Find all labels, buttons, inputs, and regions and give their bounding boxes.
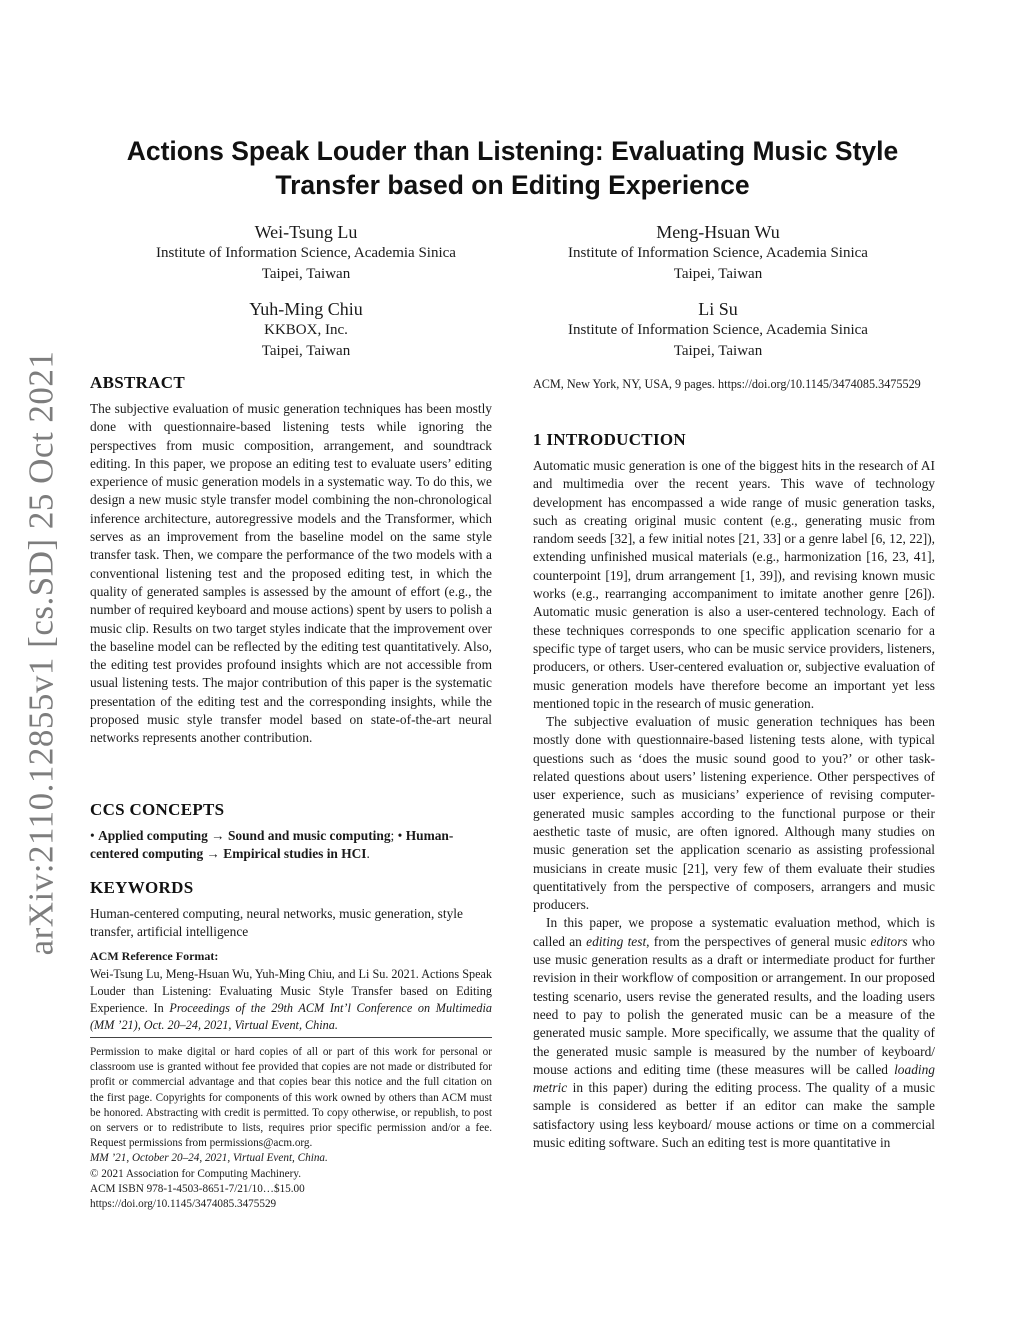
acm-reference-authors: Wei-Tsung Lu, Meng-Hsuan Wu, Yuh-Ming Chiu, and Li Su. 2021. Actions Speak Louder than Listening: Evaluating Music Style Transfer based on Editing Experience. In (90, 967, 492, 1015)
intro-text: in this paper) during the editing process. The quality of a music sample is considered as better if an editor can make the sample satisfactory using less keyboard/ mouse actions or time on a commercial music editing software. Such an editing test is more quantitative in (533, 1080, 935, 1150)
acm-reference-tail-text: ACM, New York, NY, USA, 9 pages. https://doi.org/10.1145/3474085.3475529 (533, 377, 921, 391)
introduction-section (533, 430, 935, 1152)
permission-text: Permission to make digital or hard copies of all or part of this work for personal or classroom use is granted without fee provided that copies are not made or distributed for profit or commercial advantage and that copies bear this notice and the full citation on the first page. Copyrights for components of this work owned by others than ACM must be honored. Abstracting with credit is permitted. To copy otherwise, or republish, to post on servers or to redistribute to lists, requires prior specific permission and/or a fee. Request permissions from permissions@acm.org. (90, 1046, 492, 1150)
author-block (120, 221, 492, 284)
intro-paragraph: Automatic music generation is one of the biggest hits in the research of AI and multimedia over the recent years. This wave of technology development has encompassed a wide range of music generation tasks, such as creating original music content (e.g., generating music from random seeds [32], a few initial notes [21, 33] or a genre label [6, 12, 22]), extending unfinished musical materials (e.g., harmonization [16, 23, 41], counterpoint [19], drum arrangement [1, 39]), and revising known music works (e.g., rearranging accompaniment to imitate another genre [26]). Automatic music generation is also a user-centered technology. Each of these techniques corresponds to one specific application scenario for a specific type of target users, who can be music service providers, listeners, producers, or others. User-centered evaluation or, subjective evaluation of music generation models have therefore become an important yet less mentioned topic in the research of music generation. (533, 458, 935, 711)
author-name: Meng-Hsuan Wu (656, 222, 780, 242)
ccs-concept-link[interactable]: Human-centered computing (90, 828, 454, 862)
abstract-text: The subjective evaluation of music generation techniques has been mostly done with questionnaire-based listening tests while ignoring the perspectives from music composition, arrangement, and soundtrack editing. In this paper, we propose an editing test to evaluate users’ editing experience of music generation models in a systematic way. To do this, we design a new music style transfer model combining the non-chronological inference architecture, autoregressive models and the Transformer, which serves as an improvement from the baseline model on the same style transfer task. Then, we compare the performance of the two models with a conventional listening test and the proposed editing test, in which the quality of generated samples is assessed by the amount of effort (e.g., the number of required keyboard and mouse actions) spent by users to polish a music clip. Results on two target styles indicate that the improvement over the baseline model can be reflected by the editing test quantitatively. Also, the editing test provides profound insights which are not accessible from usual listening tests. The major contribution of this paper is the systematic presentation of the editing test and the corresponding insights, while the proposed music style transfer model based on state-of-the-art neural networks represents another contribution. (90, 401, 492, 746)
paper-title: Actions Speak Louder than Listening: Evaluating Music Style Transfer based on Editing Experience (126, 136, 899, 200)
intro-text: , from the perspectives of general music (646, 933, 871, 949)
introduction-heading: 1 INTRODUCTION (533, 430, 686, 449)
ccs-end: . (366, 846, 370, 862)
acm-reference-text (90, 966, 492, 1034)
author-location: Taipei, Taiwan (673, 342, 763, 359)
ccs-bullet: • (90, 828, 95, 843)
abstract-heading: ABSTRACT (90, 373, 185, 392)
intro-text: In this paper, we propose a systematic evaluation method, which is called an (533, 915, 935, 949)
ccs-concept-link[interactable]: Empirical studies in HCI (223, 846, 367, 862)
author-block (532, 221, 904, 284)
ccs-heading: CCS CONCEPTS (90, 800, 225, 819)
abstract-section (90, 373, 492, 748)
ccs-concept-link[interactable]: Sound and music computing (227, 828, 391, 843)
keywords-section (90, 878, 492, 942)
ccs-concepts (90, 827, 492, 864)
intro-emphasis: editors (870, 933, 908, 949)
intro-text: who use music generation results as a draft or intermediate product for further revision in their workflow of composition or arrangement. In our proposed testing scenario, users revise the generated results, and the loading users need to pay to polish the generated music can be a measure of the generated music sample. More specifically, we assume that the quality of the generated music sample is measured by the number of keyboard/ mouse actions and editing time (these measures will be called (533, 933, 935, 1077)
venue-text: MM ’21, October 20–24, 2021, Virtual Event, China. (90, 1152, 328, 1165)
keywords-heading: KEYWORDS (90, 878, 194, 897)
author-affiliation: Institute of Information Science, Academia Sinica (156, 245, 456, 261)
acm-reference-continued (533, 376, 935, 393)
acm-reference (90, 949, 492, 1034)
intro-emphasis: loading metric (533, 1061, 935, 1096)
copyright-text: © 2021 Association for Computing Machinery. (90, 1167, 301, 1180)
ccs-section (90, 800, 492, 864)
arrow-icon: → (211, 828, 225, 843)
author-location: Taipei, Taiwan (673, 265, 763, 282)
acm-reference-tail (533, 376, 935, 393)
author-affiliation: Institute of Information Science, Academia Sinica (568, 322, 868, 338)
author-name: Yuh-Ming Chiu (249, 299, 363, 319)
arrow-icon: → (206, 846, 220, 862)
ccs-bullet: • (397, 828, 403, 843)
ccs-separator: ; (390, 828, 395, 843)
author-name: Wei-Tsung Lu (254, 222, 358, 242)
author-block (532, 298, 904, 361)
author-location: Taipei, Taiwan (261, 265, 351, 282)
permission-footnote (90, 1045, 492, 1212)
acm-reference-proceedings: Proceedings of the 29th ACM Int’l Conference on Multimedia (MM ’21), Oct. 20–24, 2021, Virtual Event, China. (90, 1001, 492, 1032)
author-block (120, 298, 492, 361)
arxiv-stamp (20, 350, 62, 955)
ccs-concept-link[interactable]: Applied computing (98, 828, 208, 843)
isbn-text: ACM ISBN 978-1-4503-8651-7/21/10…$15.00 (90, 1182, 305, 1195)
intro-paragraph (533, 914, 935, 1152)
intro-emphasis: editing test (586, 933, 647, 949)
author-name: Li Su (698, 299, 738, 319)
arxiv-id: arXiv:2110.12855v1 [cs.SD] 25 Oct 2021 (21, 350, 61, 955)
author-affiliation: Institute of Information Science, Academia Sinica (568, 245, 868, 261)
doi-link[interactable]: https://doi.org/10.1145/3474085.3475529 (90, 1198, 277, 1211)
author-affiliation: KKBOX, Inc. (264, 322, 348, 338)
acm-reference-heading: ACM Reference Format: (90, 949, 219, 963)
footnote-divider (90, 1037, 492, 1038)
author-location: Taipei, Taiwan (261, 342, 351, 359)
intro-paragraph: The subjective evaluation of music generation techniques has been mostly done with questionnaire-based listening tests alone, with typical questions such as ‘does the music sound good to you?’ or other task-related questions about users’ listening experience. Other perspectives of user experience, such as musicians’ experience of revising computer-generated music samples according to the functional purpose or their aesthetic taste of music, are often ignored. Although many studies on music generation set the application scenario as assisting professional musicians in create music [21], very few of them evaluate their studies quentitatively from the perspective of composers, arrangers and music producers. (533, 714, 935, 913)
keywords-text: Human-centered computing, neural networks, music generation, style transfer, artificial intelligence (90, 906, 463, 940)
